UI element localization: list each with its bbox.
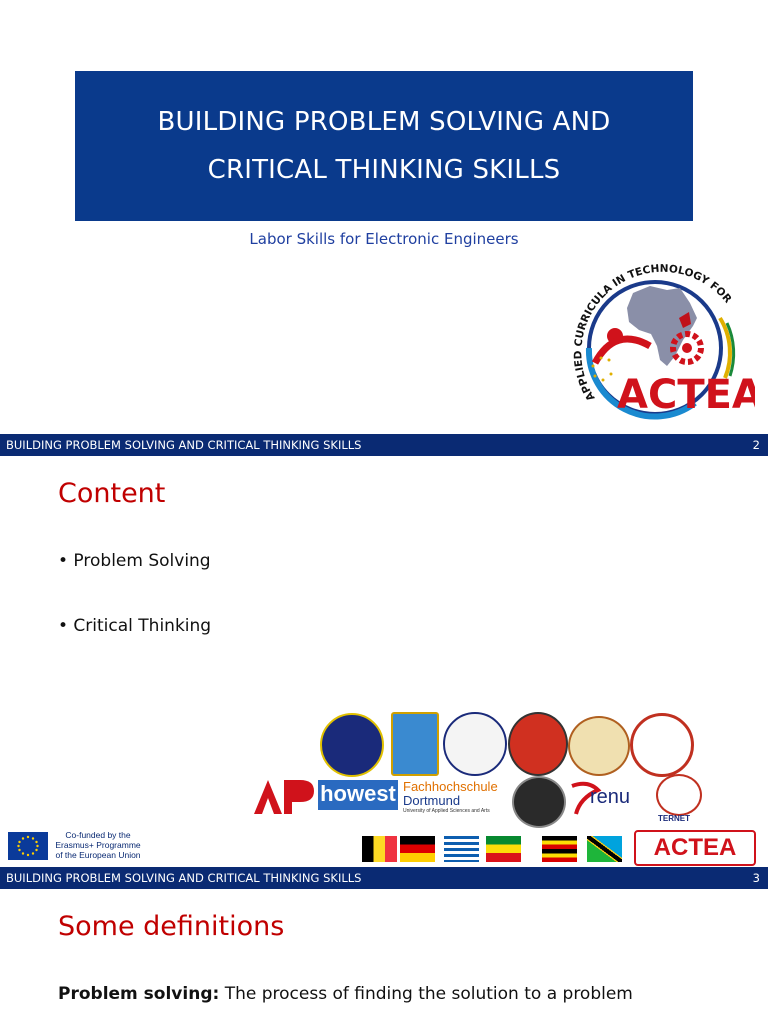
eu-text-line-1: Co-funded by the	[65, 830, 131, 840]
slide2-page-number: 2	[752, 438, 760, 452]
renu-label: renu	[590, 786, 631, 808]
university-logo-5	[568, 716, 630, 776]
slide2-header-band	[0, 434, 768, 456]
title-line-1: BUILDING PROBLEM SOLVING AND	[157, 107, 611, 137]
logo-word: ACTEA	[617, 372, 755, 418]
bullet-problem-solving: • Problem Solving	[58, 551, 211, 571]
fh-dortmund-logo	[403, 780, 507, 815]
germany-flag-icon	[400, 836, 435, 862]
fh-line-1: Fachhochschule	[403, 779, 498, 794]
university-logo-3	[443, 712, 507, 776]
renu-logo	[568, 780, 642, 820]
eu-text-line-3: of the European Union	[55, 850, 141, 860]
slide3-band-label: BUILDING PROBLEM SOLVING AND CRITICAL THINKING SKILLS	[6, 871, 362, 885]
title-line-2: CRITICAL THINKING SKILLS	[207, 155, 561, 185]
ethiopia-flag-icon	[486, 836, 521, 862]
greece-flag-icon	[444, 836, 479, 862]
howest-logo: howest	[318, 780, 398, 810]
slide3-header-band	[0, 867, 768, 889]
subtitle: Labor Skills for Electronic Engineers	[249, 230, 519, 248]
footer-actea-logo: ACTEA	[634, 830, 756, 866]
slide3-heading: Some definitions	[58, 911, 285, 942]
university-crest-logo	[391, 712, 439, 776]
slide2-heading: Content	[58, 478, 166, 509]
mekelle-university-logo	[320, 713, 384, 777]
eu-cofunded-text	[50, 830, 146, 860]
ternet-emblem-icon	[656, 774, 702, 816]
uganda-flag-icon	[542, 836, 577, 862]
fh-line-3: University of Applied Sciences and Arts	[403, 808, 490, 814]
bullet-critical-thinking: • Critical Thinking	[58, 616, 212, 636]
slide2-band-label: BUILDING PROBLEM SOLVING AND CRITICAL THINKING SKILLS	[6, 438, 362, 452]
seal-logo	[512, 776, 566, 828]
definition-text: The process of finding the solution to a problem	[219, 984, 633, 1004]
tanzania-flag-icon	[587, 836, 622, 862]
eu-stars-icon	[8, 832, 48, 860]
title-box	[75, 71, 693, 221]
actea-logo	[555, 248, 755, 433]
ternet-logo	[650, 774, 706, 826]
eu-flag-icon	[8, 832, 48, 860]
muni-university-logo	[508, 712, 568, 776]
actea-logo-graphic	[555, 248, 755, 433]
eu-text-line-2: Erasmus+ Programme	[55, 840, 141, 850]
slide3-page-number: 3	[752, 871, 760, 885]
fh-line-2: Dortmund	[403, 793, 461, 808]
logo-ring-text: APPLIED CURRICULA IN TECHNOLOGY FOR	[572, 262, 734, 403]
ternet-label: TERNET	[658, 814, 690, 823]
university-logo-6	[630, 713, 694, 777]
ap-logo	[254, 780, 314, 814]
belgium-flag-icon	[362, 836, 397, 862]
definition-problem-solving	[58, 984, 633, 1004]
definition-term: Problem solving:	[58, 984, 220, 1004]
